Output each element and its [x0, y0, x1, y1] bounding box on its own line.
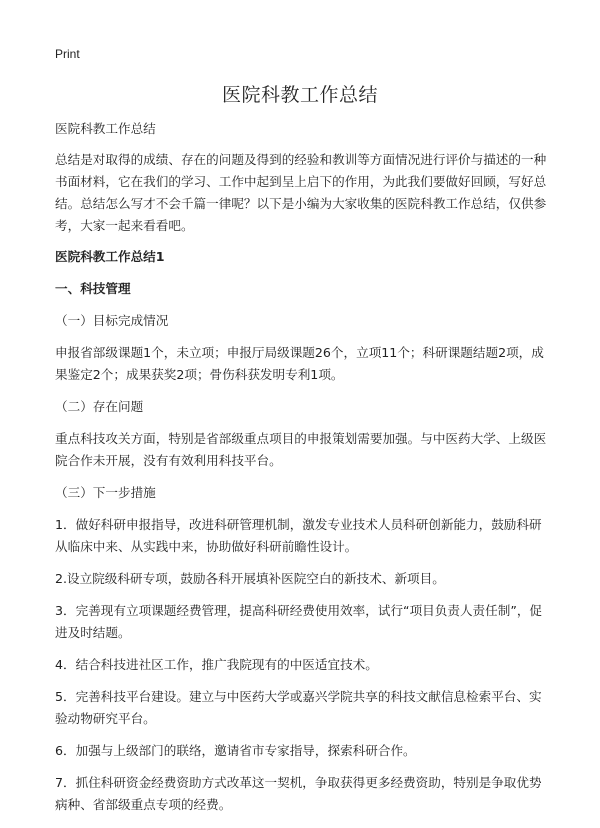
subheading-existing-problems: （二）存在问题 — [55, 399, 144, 414]
measure-item: 2.设立院级科研专项，鼓励各科开展填补医院空白的新技术、新项目。 — [55, 571, 445, 586]
article-subtitle: 医院科教工作总结 — [55, 121, 156, 136]
measure-item: 4．结合科技进社区工作，推广我院现有的中医适宜技术。 — [55, 657, 378, 672]
part-heading-tech-management: 一、科技管理 — [55, 281, 131, 296]
intro-paragraph: 总结是对取得的成绩、存在的问题及得到的经验和教训等方面情况进行评价与描述的一种书面材料，它在我们的学习、工作中起到呈上启下的作用，为此我们要做好回顾，写好总结。总结怎么写才不会千篇一律呢？以下是小编为大家收集的医院科教工作总结，仅供参考，大家一起来看看吧。 — [55, 152, 547, 233]
measure-item: 5．完善科技平台建设。建立与中医药大学或嘉兴学院共享的科技文献信息检索平台、实验动物研究平台。 — [55, 689, 542, 726]
measure-item: 3．完善现有立项课题经费管理，提高科研经费使用效率，试行“项目负责人责任制”，促进及时结题。 — [55, 603, 543, 640]
subheading-goal-completion: （一）目标完成情况 — [55, 313, 169, 328]
measure-item: 1．做好科研申报指导，改进科研管理机制，激发专业技术人员科研创新能力，鼓励科研从临床中来、从实践中来，协助做好科研前瞻性设计。 — [55, 517, 542, 554]
measure-item: 6．加强与上级部门的联络，邀请省市专家指导，探索科研合作。 — [55, 743, 416, 758]
measure-item: 7．抓住科研资金经费资助方式改革这一契机，争取获得更多经费资助，特别是争取优势病种、省部级重点专项的经费。 — [55, 775, 542, 812]
goal-completion-text: 申报省部级课题1个，未立项；申报厅局级课题26个，立项11个；科研课题结题2项，成果鉴定2个；成果获奖2项；骨伤科获发明专利1项。 — [55, 345, 544, 382]
existing-problems-text: 重点科技攻关方面，特别是省部级重点项目的申报策划需要加强。与中医药大学、上级医院合作未开展，没有有效利用科技平台。 — [55, 431, 547, 468]
print-link[interactable]: Print — [55, 47, 80, 61]
subheading-next-steps: （三）下一步措施 — [55, 485, 156, 500]
article-body — [55, 118, 550, 826]
section-heading: 医院科教工作总结1 — [55, 249, 165, 264]
page-title: 医院科教工作总结 — [221, 84, 378, 106]
